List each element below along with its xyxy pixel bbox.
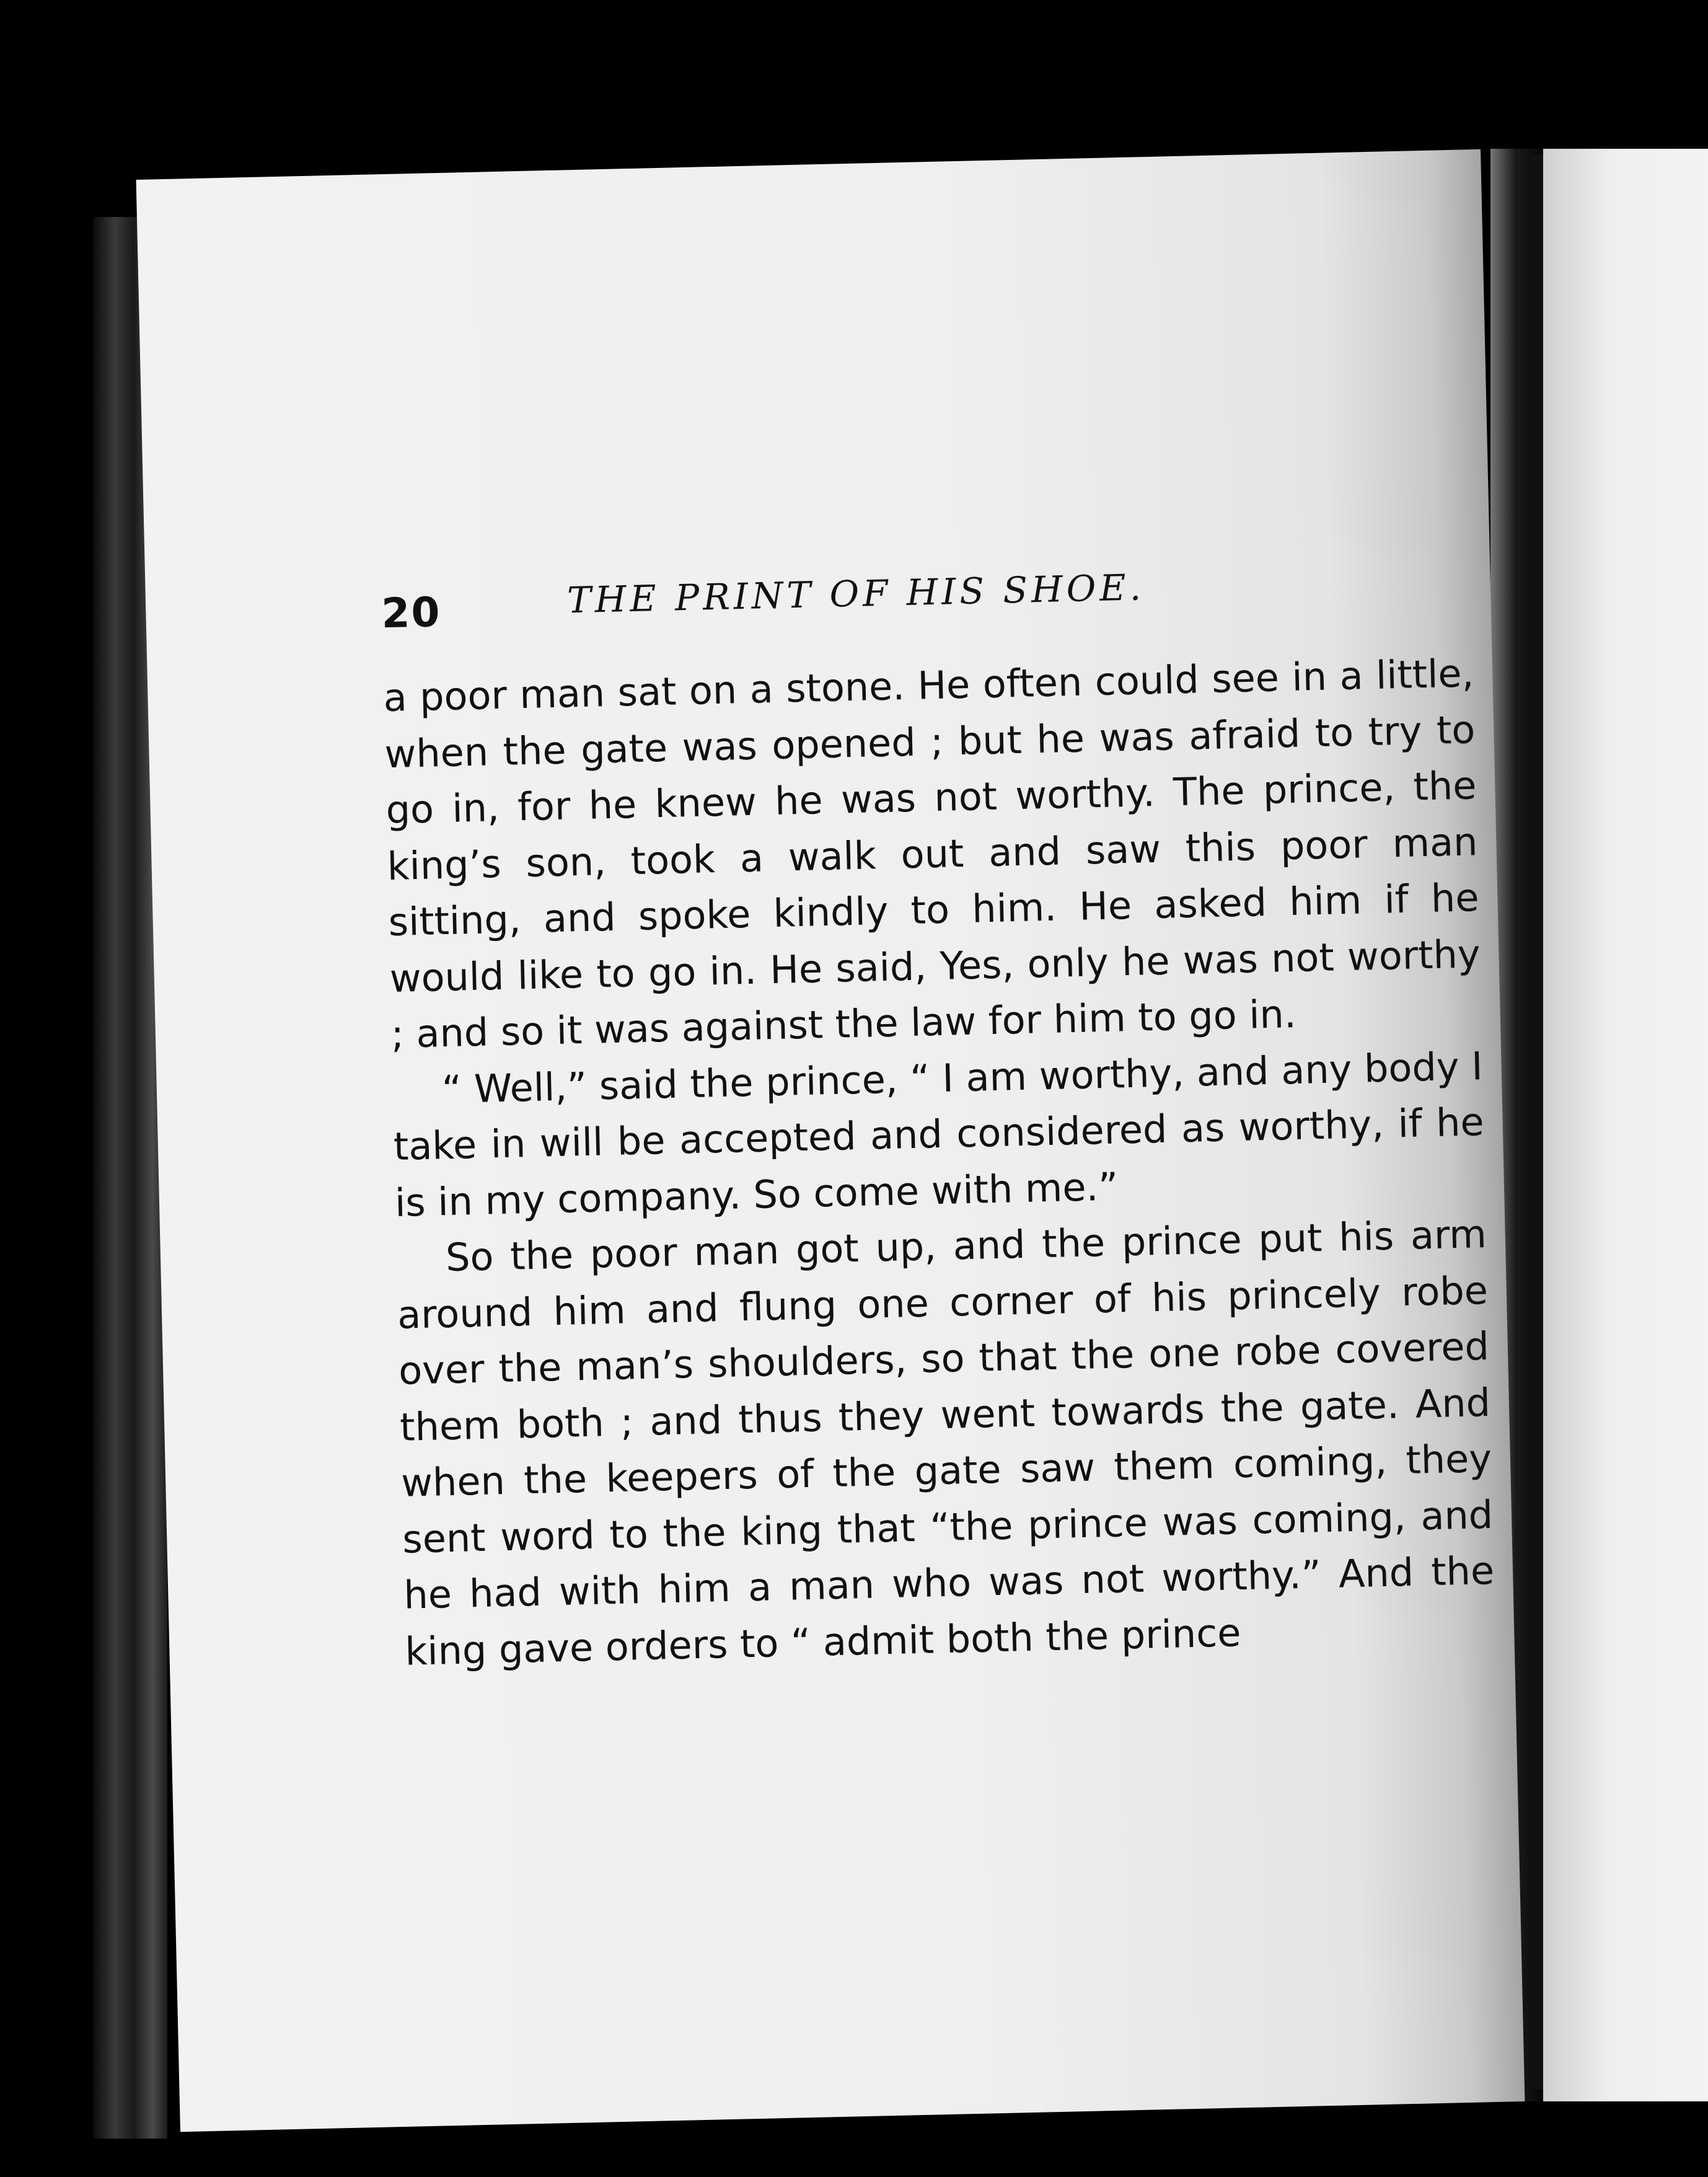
book-page bbox=[136, 149, 1525, 2132]
facing-page bbox=[1543, 149, 1708, 2101]
page-content bbox=[371, 149, 1495, 1674]
paragraph-3: So the poor man got up, and the prince put his arm around him and flung one corner of his princely robe over the man’s shoulders, so that the one robe covered them both ; and thus they went towards the gate. And when the keepers of the gate saw them coming, they sent word to the king that “the prince was coming, and he had with him a man who was not worthy.” And the king gave orders to “ admit both the prince bbox=[397, 1211, 1495, 1674]
facing-page-edge bbox=[1531, 155, 1544, 2089]
page-number: 20 bbox=[381, 588, 442, 638]
paragraph-2: “ Well,” said the prince, “ I am worthy, and any body I take in will be accepted and considered as worthy, if he is in my company. So come with me.” bbox=[393, 1043, 1485, 1225]
running-head bbox=[381, 546, 1472, 639]
body-text bbox=[383, 645, 1497, 1680]
paragraph-1: a poor man sat on a stone. He often could see in a little, when the gate was opened ; but he was afraid to try to go in, for he knew he was not worthy. The prince, the king’s son, took a walk out and saw this poor man sitting, and spoke kindly to him. He asked him if he would like to go in. He said, Yes, only he was not worthy ; and so it was against the law for him to go in. bbox=[382, 650, 1481, 1058]
running-head-title: THE PRINT OF HIS SHOE. bbox=[566, 566, 1145, 622]
